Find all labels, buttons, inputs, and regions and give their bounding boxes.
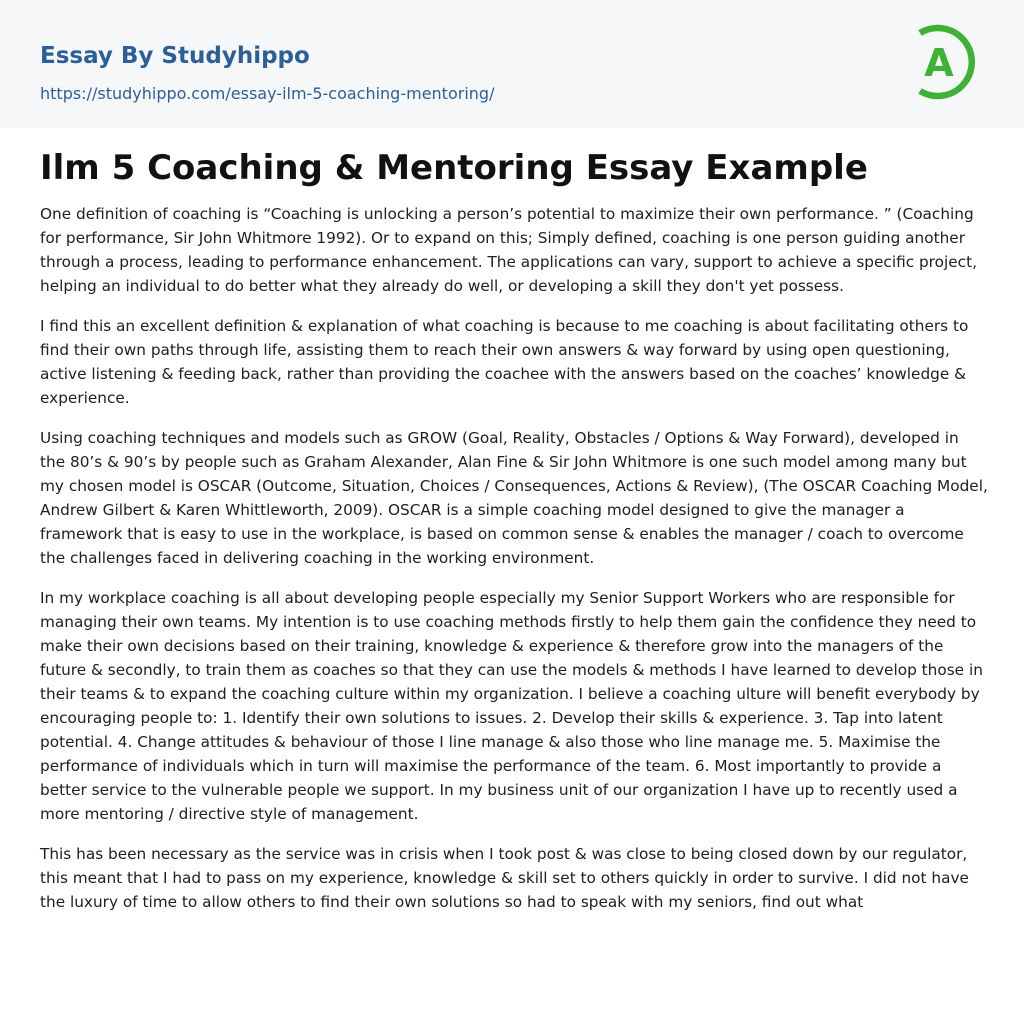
article-paragraph-3: Using coaching techniques and models such as GROW (Goal, Reality, Obstacles / Options & Way Forward), developed in the 80’s & 90’s by people such as Graham Alexander, Alan Fine & Sir John Whitmore is one such model among many but my chosen model is OSCAR (Outcome, Situation, Choices / Consequences, Actions & Review), (The OSCAR Coaching Model, Andrew Gilbert & Karen Whittleworth, 2009). OSCAR is a simple coaching model designed to give the manager a framework that is easy to use in the workplace, is based on common sense & enables the manager / coach to overcome the challenges faced in delivering coaching in the working environment. [40, 429, 988, 567]
source-url-link[interactable]: https://studyhippo.com/essay-ilm-5-coaching-mentoring/ [40, 84, 495, 103]
article [40, 142, 988, 930]
article-paragraph-2: I find this an excellent definition & explanation of what coaching is because to me coaching is about facilitating others to find their own paths through life, assisting them to reach their own answers & way forward by using open questioning, active listening & feeding back, rather than providing the coachee with the answers based on the coaches’ knowledge & experience. [40, 317, 969, 407]
article-paragraph-1: One definition of coaching is “Coaching is unlocking a person’s potential to maximize their own performance. ” (Coaching for performance, Sir John Whitmore 1992). Or to expand on this; Simply defined, coaching is one person guiding another through a process, leading to performance enhancement. The applications can vary, support to achieve a specific project, helping an individual to do better what they already do well, or developing a skill they don't yet possess. [40, 205, 977, 295]
studyhippo-logo-icon[interactable] [912, 19, 986, 105]
article-paragraph-4: In my workplace coaching is all about developing people especially my Senior Support Workers who are responsible for managing their own teams. My intention is to use coaching methods firstly to help them gain the confidence they need to make their own decisions based on their training, knowledge & experience & therefore grow into the managers of the future & secondly, to train them as coaches so that they can use the models & methods I have learned to develop those in their teams & to expand the coaching culture within my organization. I believe a coaching ulture will benefit everybody by encouraging people to: 1. Identify their own solutions to issues. 2. Develop their skills & experience. 3. Tap into latent potential. 4. Change attitudes & behaviour of those I line manage & also those who line manage me. 5. Maximise the performance of individuals which in turn will maximise the performance of the team. 6. Most importantly to provide a better service to the vulnerable people we support. In my business unit of our organization I have up to recently used a more mentoring / directive style of management. [40, 589, 983, 823]
article-title: Ilm 5 Coaching & Mentoring Essay Example [40, 148, 868, 188]
site-brand[interactable]: Essay By Studyhippo [40, 43, 310, 69]
logo-letter: A [924, 41, 954, 85]
site-header [0, 0, 1024, 128]
article-paragraph-5: This has been necessary as the service was in crisis when I took post & was close to being closed down by our regulator, this meant that I had to pass on my experience, knowledge & skill set to others quickly in order to survive. I did not have the luxury of time to allow others to find their own solutions so had to speak with my seniors, find out what [40, 845, 969, 911]
